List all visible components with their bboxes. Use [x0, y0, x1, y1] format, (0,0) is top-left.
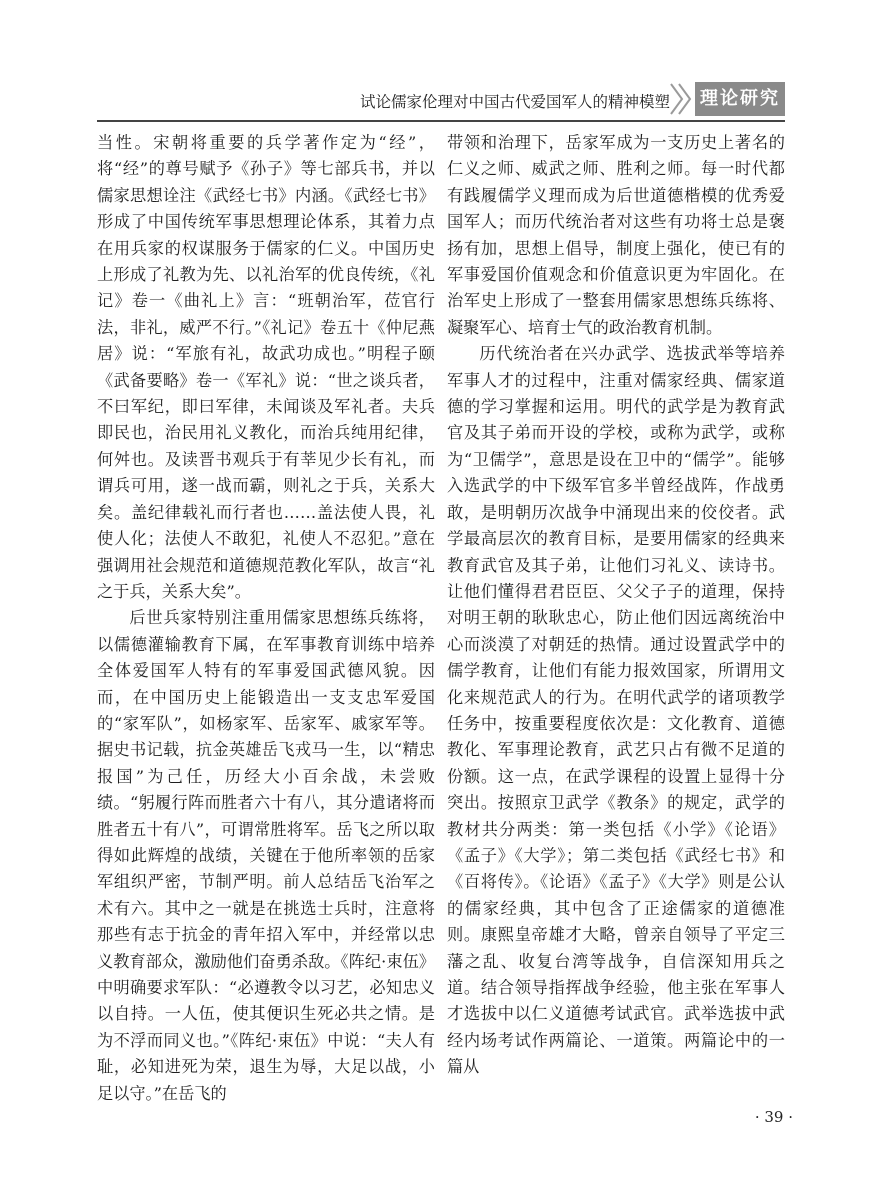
article-title: 试论儒家伦理对中国古代爱国军人的精神模塑 [359, 93, 670, 111]
paragraph: 带领和治理下，岳家军成为一支历史上著名的仁义之师、威武之师、胜利之师。每一时代都有践履儒学义理而成为后世道德楷模的优秀爱国军人；而历代统治者对这些有功将士总是褒扬有加，思想上倡导，制度上强化，使已有的军事爱国价值观念和价值意识更为牢固化。在治军史上形成了一整套用儒家思想练兵练将、凝聚军心、培育士气的政治教育机制。 [447, 133, 785, 337]
section-label: 理论研究 [695, 82, 785, 116]
paragraph: 历代统治者在兴办武学、选拔武举等培养军事人才的过程中，注重对儒家经典、儒家道德的学习掌握和运用。明代的武学是为教育武官及其子弟而开设的学校，或称为武学，或称为“卫儒学”，意思是设在卫中的“儒学”。能够入选武学的中下级军官多半曾经战阵，作战勇敢，是明朝历次战争中涌现出来的佼佼者。武学最高层次的教育目标，是要用儒家的经典来教育武官及其子弟，让他们习礼义、读诗书。让他们懂得君君臣臣、父父子子的道理，保持对明王朝的耿耿忠心，防止他们因远离统治中心而淡漠了对朝廷的热情。通过设置武学中的儒学教育，让他们有能力报效国家，所谓用文化来规范武人的行为。在明代武学的诸项教学任务中，按重要程度依次是：文化教育、道德教化、军事理论教育，武艺只占有微不足道的份额。这一点，在武学课程的设置上显得十分突出。按照京卫武学《教条》的规定，武学的教材共分两类：第一类包括《小学》《论语》《孟子》《大学》；第二类包括《武经七书》和《百将传》。《论语》《孟子》《大学》则是公认的儒家经典，其中包含了正途儒家的道德准则。康熙皇帝雄才大略，曾亲自领导了平定三藩之乱、收复台湾等战争，自信深知用兵之道。结合领导指挥战争经验，他主张在军事人才选拔中以仁义道德考试武官。武举选拔中武经内场考试作两篇论、一道策。两篇论中的一篇从 [447, 344, 785, 1077]
running-header [97, 78, 785, 122]
right-column [447, 130, 785, 1081]
chevron-right-icon [677, 82, 693, 116]
left-column [97, 130, 435, 1107]
paragraph: 当性。宋朝将重要的兵学著作定为“经”，将“经”的尊号赋予《孙子》等七部兵书，并以儒家思想诠注《武经七书》内涵。《武经七书》形成了中国传统军事思想理论体系，其着力点在用兵家的权谋服务于儒家的仁义。中国历史上形成了礼教为先、以礼治军的优良传统，《礼记》卷一《曲礼上》言：“班朝治军，莅官行法，非礼，威严不行。”《礼记》卷五十《仲尼燕居》说：“军旅有礼，故武功成也。”明程子颐《武备要略》卷一《军礼》说：“世之谈兵者，不曰军纪，即曰军律，未闻谈及军礼者。夫兵即民也，治民用礼义教化，而治兵纯用纪律，何舛也。及读晋书观兵于有莘见少长有礼，而谓兵可用，遂一战而霸，则礼之于兵，关系大矣。盖纪律载礼而行者也……盖法使人畏，礼使人化；法使人不敢犯，礼使人不忍犯。”意在强调用社会规范和道德规范教化军队，故言“礼之于兵，关系大矣”。 [97, 133, 435, 601]
page-number: · 39 · [754, 1108, 793, 1126]
header-rule [97, 120, 785, 122]
paragraph: 后世兵家特别注重用儒家思想练兵练将，以儒德灌输教育下属，在军事教育训练中培养全体爱国军人特有的军事爱国武德风貌。因而，在中国历史上能锻造出一支支忠军爱国的“家军队”，如杨家军、岳家军、戚家军等。据史书记载，抗金英雄岳飞戎马一生，以“精忠报国”为己任，历经大小百余战，未尝败绩。“躬履行阵而胜者六十有八，其分遣诸将而胜者五十有八”，可谓常胜将军。岳飞之所以取得如此辉煌的战绩，关键在于他所率领的岳家军组织严密，节制严明。前人总结岳飞治军之术有六。其中之一就是在挑选士兵时，注意将那些有志于抗金的青年招入军中，并经常以忠义教育部众，激励他们奋勇杀敌。《阵纪·束伍》中明确要求军队：“必遵教令以习艺，必知忠义以自持。一人伍，使其便识生死必共之情。是为不浮而同义也。”《阵纪·束伍》中说：“夫人有耻，必知进死为荣，退生为辱，大足以战，小足以守。”在岳飞的 [97, 608, 435, 1103]
